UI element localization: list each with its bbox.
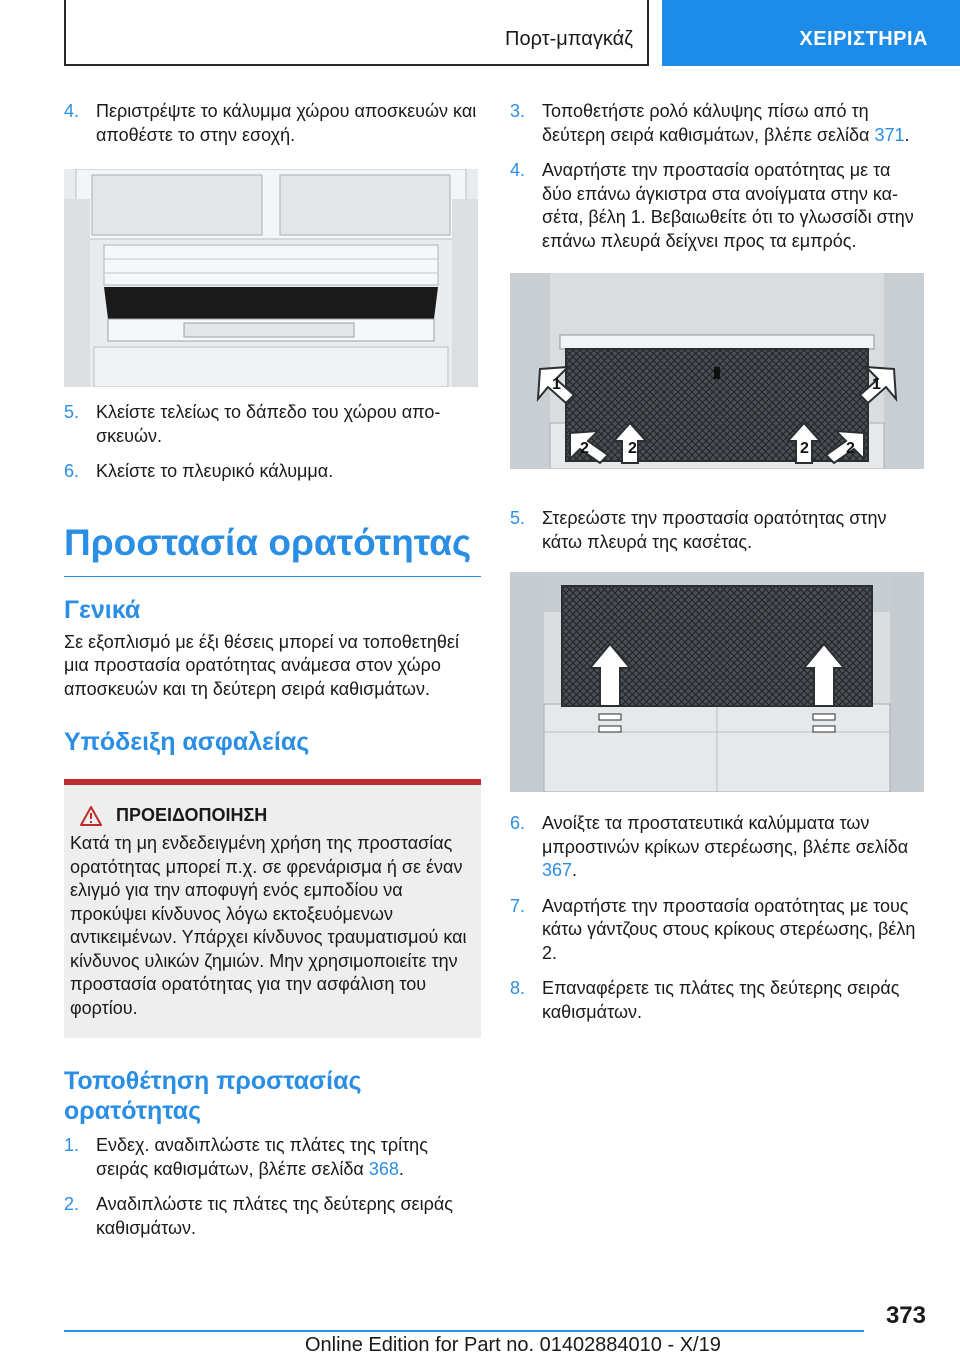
step-number: 7.	[510, 895, 526, 916]
arrow-label: 2	[800, 440, 809, 457]
header-section-title: Πορτ-μπαγκάζ	[505, 28, 633, 50]
step-text-body: Ενδεχ. αναδιπλώστε τις πλάτες της τρίτης σειράς καθισμάτων, βλέπε σελίδα	[96, 1135, 428, 1179]
header-section-box	[64, 0, 649, 66]
list-item	[510, 812, 925, 883]
step-text: Αναρτήστε την προστασία ορατότητας με τους κάτω γάντζους στους κρίκους στερέωσης, βέλη 2.	[542, 895, 916, 963]
warning-box	[64, 779, 481, 1038]
warning-header	[70, 805, 469, 826]
step-text: Περιστρέψτε το κάλυμμα χώρου αποσκευών και αποθέστε το στην εσοχή.	[96, 101, 477, 145]
step-number: 5.	[510, 508, 526, 528]
arrow-label: 2	[846, 440, 855, 457]
figure-net-top-hooks	[510, 273, 924, 469]
step-text-end: .	[572, 860, 578, 880]
step-number: 3.	[510, 101, 526, 121]
safety-heading: Υπόδειξη ασφαλείας	[64, 728, 310, 756]
footer-divider	[64, 1330, 864, 1332]
step-text: Στερεώστε την προστασία ορατότητας στην κάτω πλευρά της κασέτας.	[542, 508, 887, 552]
general-heading: Γενικά	[64, 595, 141, 624]
right-column	[510, 100, 925, 1024]
list-item	[64, 100, 481, 147]
step-number: 4.	[510, 160, 526, 180]
step-text	[96, 1134, 481, 1181]
list-item	[64, 401, 481, 448]
warning-text: Κατά τη μη ενδεδειγμένη χρήση της προστασίας ορατότητας μπορεί π.χ. σε φρενάρισμα ή σε έναν ελιγμό για την αποφυγή ενός εμποδίου να προκύψει κίνδυνος λόγω εκτοξευόμενων αντικειμένων. Υπάρχει κίνδυνος τραυματισμού και κίνδυνος υλικών ζημιών. Μην χρησιμοποιείτε την προστασία ορατότητας για την ασφάλιση του φορτίου.	[70, 833, 467, 1018]
list-item	[510, 895, 925, 966]
step-text: Αναδιπλώστε τις πλάτες της δεύτερης σειράς καθισμάτων.	[96, 1194, 453, 1238]
step-number: 8.	[510, 978, 526, 998]
step-text: Αναρτήστε την προστασία ορατότητας με τα δύο επάνω άγκιστρα στα ανοίγματα στην κασέτα, βέλη 1. Βεβαιωθείτε ότι το γλωσσίδι στην επάνω πλευρά δείχνει προς τα εμπρός.	[542, 160, 914, 251]
section-title: Προστασία ορατότητας	[64, 522, 481, 577]
step-text: Κλείστε τελείως το δάπεδο του χώρου αποσκευών.	[96, 402, 441, 446]
arrow-label: 1	[872, 376, 881, 393]
step-number: 6.	[510, 813, 526, 833]
list-item	[510, 159, 925, 253]
page-link[interactable]: 368	[368, 1158, 399, 1179]
list-item	[510, 100, 925, 147]
list-item	[64, 1134, 481, 1181]
step-text-body: Ανοίξτε τα προστατευτικά καλύμματα των μπροστινών κρίκων στερέωσης, βλέπε σελίδα	[542, 813, 909, 857]
step-text	[542, 812, 925, 883]
header-chapter-tab[interactable]	[662, 0, 960, 66]
step-number: 5.	[64, 402, 80, 422]
page-link[interactable]: 371	[874, 124, 905, 145]
general-text: Σε εξοπλισμό με έξι θέσεις μπορεί να τοποθετηθεί μια προστασία ορατότητας ανάμεσα στον χώρο αποσκευών και τη δεύτερη σειρά καθισμάτων.	[64, 631, 459, 699]
left-column	[64, 100, 481, 1240]
arrow-label: 2	[580, 440, 589, 457]
step-number: 6.	[64, 461, 80, 481]
step-number: 2.	[64, 1194, 80, 1214]
step-text-end: .	[398, 1158, 404, 1179]
warning-triangle-icon	[80, 806, 102, 826]
install-heading: Τοποθέτηση προστασίας ορατότητας	[64, 1067, 362, 1125]
step-number: 1.	[64, 1135, 80, 1155]
arrow-label: 1	[552, 376, 561, 393]
warning-title: ΠΡΟΕΙΔΟΠΟΙΗΣΗ	[116, 805, 268, 825]
list-item	[510, 507, 925, 554]
arrow-label: 2	[628, 440, 637, 457]
page-link[interactable]: 367	[542, 860, 573, 880]
step-text: Κλείστε το πλευρικό κάλυμμα.	[96, 461, 334, 481]
list-item	[64, 460, 481, 484]
step-text-body: Τοποθετήστε ρολό κάλυψης πίσω από τη δεύτερη σειρά καθισμάτων, βλέπε σελίδα	[542, 101, 875, 145]
list-item	[64, 1193, 481, 1240]
page-number: 373	[885, 1302, 926, 1329]
figure-cargo-floor	[64, 169, 478, 387]
step-number: 4.	[64, 101, 80, 121]
step-text	[542, 100, 925, 147]
step-text-end: .	[904, 124, 910, 145]
figure-net-bottom	[510, 572, 924, 792]
footer-edition: Online Edition for Part no. 01402884010 - X/19	[305, 1334, 721, 1356]
step-text: Επαναφέρετε τις πλάτες της δεύτερης σειράς καθισμάτων.	[542, 978, 900, 1022]
header-chapter-title: ΧΕΙΡΙΣΤΗΡΙΑ	[799, 28, 928, 50]
list-item	[510, 977, 925, 1024]
